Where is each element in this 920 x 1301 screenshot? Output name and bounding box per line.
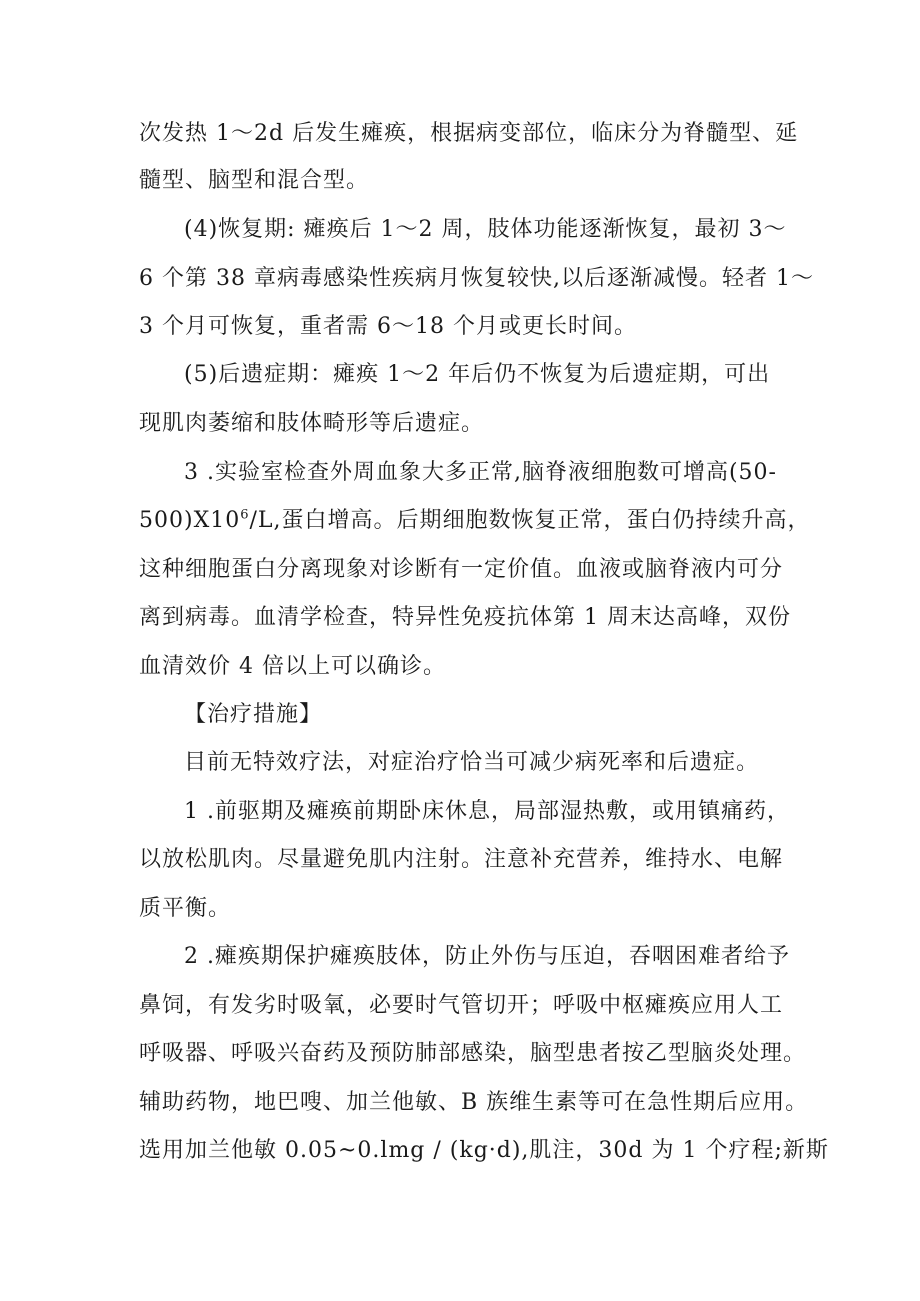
text-line: 离到病毒。血清学检查，特异性免疫抗体第 1 周末达高峰，双份	[139, 605, 791, 630]
text-line: 3 个月可恢复，重者需 6～18 个月或更长时间。	[139, 314, 637, 339]
text-line: 3 .实验室检查外周血象大多正常,脑脊液细胞数可增高(50-	[184, 460, 777, 485]
text-line: 现肌肉萎缩和肢体畸形等后遗症。	[139, 411, 485, 436]
text-line: 呼吸器、呼吸兴奋药及预防肺部感染，脑型患者按乙型脑炎处理。	[139, 1041, 807, 1066]
text-line: 以放松肌肉。尽量避免肌内注射。注意补充营养，维持水、电解	[139, 847, 784, 872]
text-line: 6 个第 38 章病毒感染性疾病月恢复较快,以后逐渐减慢。轻者 1～	[139, 266, 814, 291]
text-line: 髓型、脑型和混合型。	[139, 168, 370, 193]
text-line: (5)后遗症期：瘫痪 1～2 年后仍不恢复为后遗症期，可出	[184, 362, 771, 387]
text-line	[139, 506, 811, 536]
text-line: 次发热 1～2d 后发生瘫痪，根据病变部位，临床分为脊髓型、延	[139, 121, 799, 146]
text-line: 鼻饲，有发劣时吸氧，必要时气管切开；呼吸中枢瘫痪应用人工	[139, 993, 784, 1018]
text-line: 目前无特效疗法，对症治疗恰当可减少病死率和后遗症。	[184, 750, 760, 775]
text-line: 质平衡。	[139, 896, 232, 921]
section-heading: 【治疗措施】	[184, 702, 323, 727]
exponent: 6	[240, 507, 250, 523]
text-segment: 500)X10	[139, 508, 241, 533]
text-line: 血清效价 4 倍以上可以确诊。	[139, 654, 446, 679]
text-line: 选用加兰他敏 0.05~0.lmg / (kg·d),肌注，30d 为 1 个疗程;新斯	[139, 1138, 829, 1163]
text-line: 1 .前驱期及瘫痪前期卧床休息，局部湿热敷，或用镇痛药，	[184, 799, 790, 824]
text-line: 2 .瘫痪期保护瘫痪肢体，防止外伤与压迫，吞咽困难者给予	[184, 944, 790, 969]
text-segment: /L,蛋白增高。后期细胞数恢复正常，蛋白仍持续升高，	[249, 508, 811, 533]
text-line: 这种细胞蛋白分离现象对诊断有一定价值。血液或脑脊液内可分	[139, 557, 784, 582]
text-line: (4)恢复期: 瘫痪后 1～2 周，肢体功能逐渐恢复，最初 3～	[184, 217, 787, 242]
text-line: 辅助药物，地巴嗖、加兰他敏、B 族维生素等可在急性期后应用。	[139, 1090, 809, 1115]
